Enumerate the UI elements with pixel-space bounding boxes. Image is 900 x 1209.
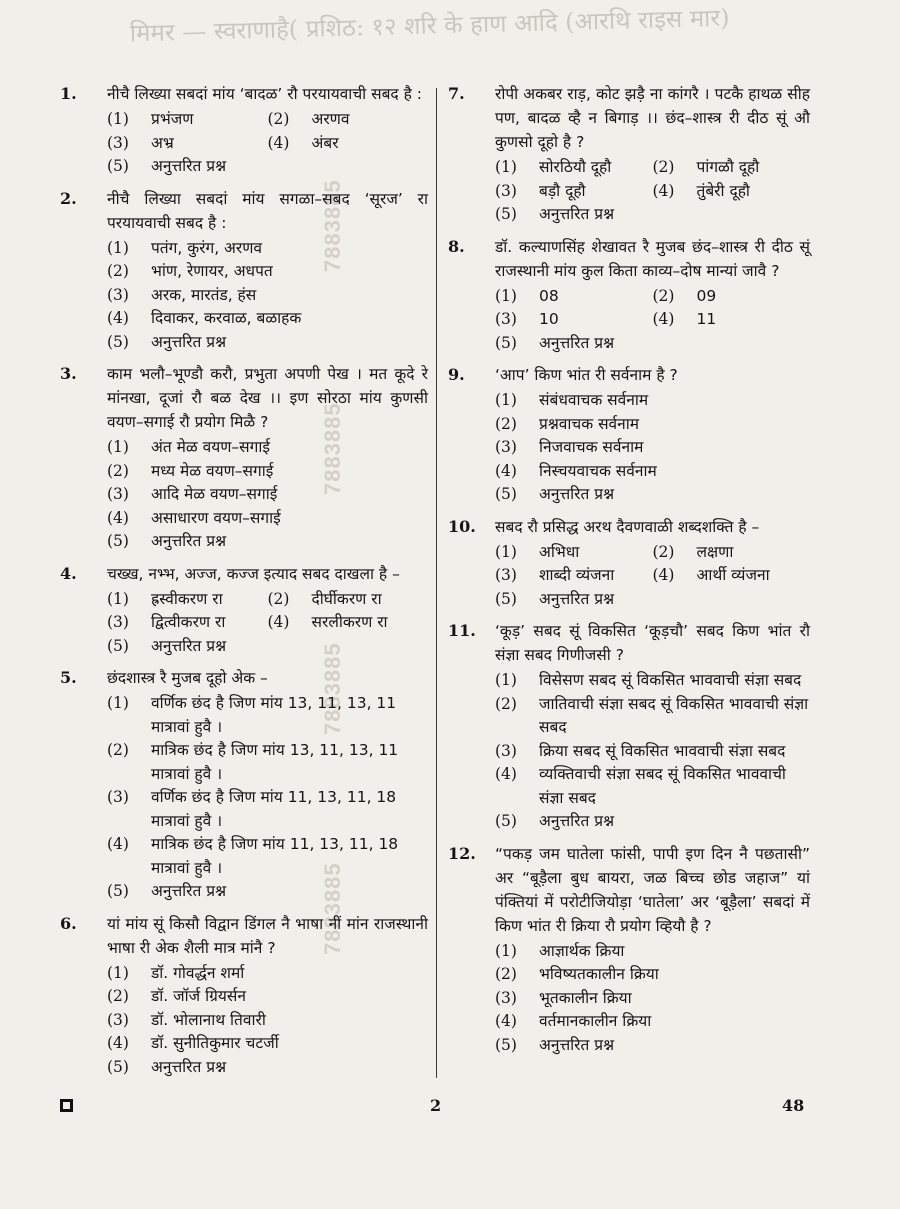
- answer-option: [107, 284, 428, 308]
- option-text: आदि मेळ वयण–सगाई: [151, 485, 278, 503]
- question-item: [448, 619, 810, 834]
- answer-option: [653, 180, 811, 204]
- answer-option: [653, 308, 811, 332]
- answer-option: [495, 693, 810, 740]
- option-text: ह्रस्वीकरण रा: [151, 589, 223, 608]
- option-number: (1): [107, 589, 129, 608]
- option-text: अनुत्तरित प्रश्न: [539, 1035, 615, 1054]
- option-number: (2): [107, 461, 129, 480]
- option-number: (2): [267, 589, 290, 608]
- option-number: (2): [652, 158, 675, 176]
- answer-option: [495, 1034, 810, 1058]
- option-row: [495, 308, 810, 332]
- question-item: [448, 363, 810, 507]
- question-number: 11.: [448, 621, 476, 640]
- question-text: नीचै लिख्या सबदां मांय ‘बादळ’ रौ परयायवाची सबद है :: [107, 85, 422, 103]
- option-text: व्यक्तिवाची संज्ञा सबद सूं विकसित भाववाची संज्ञा सबद: [539, 765, 786, 807]
- option-number: (4): [267, 613, 290, 631]
- question-text: रोपी अकबर राड़, कोट झड़ै ना कांगरै । पटकै हाथळ सीह पण, बादळ व्है न बिगाड़ ।। छंद–शास्त्र री दीठ सूं औ कुणसो दूहो है ?: [495, 85, 810, 151]
- answer-option: [495, 963, 810, 987]
- answer-option: [107, 331, 428, 355]
- answer-option: [495, 940, 810, 964]
- option-text: मात्रिक छंद है जिण मांय 13, 11, 13, 11 मात्रावां हुवै ।: [151, 741, 399, 783]
- option-number: (4): [267, 133, 290, 152]
- answer-option: [495, 810, 810, 834]
- option-text: शाब्दी व्यंजना: [539, 566, 615, 584]
- option-number: (4): [107, 835, 129, 853]
- answer-option: [495, 436, 810, 460]
- question-item: [60, 362, 428, 554]
- option-list: [107, 588, 428, 659]
- option-number: (5): [107, 636, 129, 655]
- header-handwriting: मिमर — स्वराणाहै( प्रशिठ: १२ शरि के हाण आदि (आरथि राइस मार): [129, 3, 730, 48]
- option-text: प्रभंजण: [151, 110, 194, 128]
- option-number: (4): [652, 181, 675, 200]
- option-number: (3): [107, 613, 129, 631]
- answer-option: [495, 1010, 810, 1034]
- option-text: डॉ. भोलानाथ तिवारी: [151, 1010, 266, 1029]
- option-number: (1): [107, 963, 129, 982]
- option-number: (1): [495, 542, 517, 561]
- option-number: (2): [267, 110, 290, 128]
- question-number: 5.: [60, 668, 77, 687]
- option-number: (4): [652, 566, 675, 584]
- answer-option: [653, 156, 811, 180]
- option-number: (4): [107, 508, 129, 527]
- question-number: 8.: [448, 236, 465, 256]
- option-text: अनुत्तरित प्रश्न: [539, 485, 615, 503]
- question-text: डॉ. कल्याणसिंह शेखावत रै मुजब छंद–शास्त्र री दीठ सूं राजस्थानी मांय कुल किता काव्य–दोष मान्यां जावै ?: [495, 237, 810, 280]
- question-item: [60, 562, 428, 659]
- question-number: 6.: [60, 913, 77, 933]
- watermark-2: 7883885: [320, 402, 345, 495]
- question-text: सबद रौ प्रसिद्ध अरथ दैवणवाळी शब्दशक्ति है –: [495, 517, 760, 536]
- option-number: (5): [495, 812, 517, 830]
- option-row: [495, 180, 810, 204]
- question-number: 12.: [448, 843, 476, 863]
- page-corner-marker: [60, 1099, 73, 1112]
- option-number: (5): [107, 157, 129, 175]
- question-number: 2.: [60, 188, 77, 208]
- option-list: [495, 285, 810, 356]
- option-number: (3): [107, 285, 129, 304]
- option-text: अनुत्तरित प्रश्न: [539, 589, 615, 608]
- option-text: बड़ौ दूहौ: [539, 181, 586, 200]
- option-number: (1): [495, 671, 517, 689]
- option-list: [495, 940, 810, 1058]
- answer-option: [107, 880, 428, 904]
- option-number: (2): [495, 965, 517, 983]
- option-number: (2): [495, 694, 517, 713]
- option-number: (3): [495, 438, 517, 456]
- option-text: अनुत्तरित प्रश्न: [539, 812, 615, 830]
- answer-option: [495, 389, 810, 413]
- option-text: अनुत्तरित प्रश्न: [151, 532, 227, 550]
- answer-option: [107, 786, 428, 833]
- answer-option: [107, 635, 428, 659]
- option-text: 09: [696, 286, 717, 305]
- option-text: प्रश्नवाचक सर्वनाम: [539, 414, 640, 433]
- answer-option: [107, 1056, 428, 1080]
- option-number: (4): [495, 461, 517, 480]
- question-text: यां मांय सूं किसौ विद्वान डिंगल नै भाषा नीं मांन राजस्थानी भाषा री अेक शैली मात्र मांनै ?: [107, 914, 428, 957]
- watermark-1: 7883885: [320, 179, 345, 272]
- option-number: (2): [107, 987, 129, 1005]
- option-text: अरणव: [311, 110, 350, 128]
- option-number: (2): [652, 542, 675, 561]
- answer-option: [495, 483, 810, 507]
- option-number: (3): [107, 485, 129, 503]
- column-divider: [436, 88, 437, 1078]
- option-text: सोरठियौ दूहौ: [539, 158, 612, 176]
- option-text: अनुत्तरित प्रश्न: [151, 882, 227, 900]
- answer-option: [107, 962, 428, 986]
- option-number: (1): [495, 286, 517, 305]
- option-text: निजवाचक सर्वनाम: [539, 438, 644, 456]
- option-row: [107, 611, 428, 635]
- option-text: अनुत्तरित प्रश्न: [151, 157, 227, 175]
- option-text: सरलीकरण रा: [311, 613, 388, 631]
- option-text: लक्षणा: [696, 542, 734, 561]
- option-text: असाधारण वयण–सगाई: [151, 508, 281, 527]
- option-number: (5): [495, 589, 517, 608]
- option-text: दीर्घीकरण रा: [311, 589, 382, 608]
- option-number: (3): [495, 741, 517, 760]
- answer-option: [495, 763, 810, 810]
- option-number: (5): [107, 1057, 129, 1076]
- answer-option: [495, 413, 810, 437]
- option-text: वर्णिक छंद है जिण मांय 11, 13, 11, 18 मात्रावां हुवै ।: [151, 788, 397, 830]
- option-number: (4): [107, 309, 129, 327]
- question-item: [448, 842, 810, 1058]
- option-number: (3): [107, 133, 129, 152]
- answer-option: [107, 739, 428, 786]
- option-text: डॉ. गोवर्द्धन शर्मा: [151, 963, 245, 982]
- question-number: 7.: [448, 84, 465, 103]
- option-number: (5): [495, 205, 517, 223]
- answer-option: [107, 155, 428, 179]
- option-row: [495, 564, 810, 588]
- answer-option: [495, 740, 810, 764]
- option-text: भविष्यतकालीन क्रिया: [539, 965, 659, 983]
- question-item: [448, 515, 810, 612]
- option-text: आर्थी व्यंजना: [696, 566, 770, 584]
- answer-option: [495, 541, 653, 565]
- question-number: 1.: [60, 84, 77, 103]
- question-text: ‘कूड़’ सबद सूं विकसित ‘कूड़चौ’ सबद किण भांत रौ संज्ञा सबद गिणीजसी ?: [495, 622, 810, 664]
- option-number: (4): [495, 1012, 517, 1030]
- watermark-4: 7883885: [320, 862, 345, 955]
- question-item: [60, 82, 428, 179]
- option-text: डॉ. सुनीतिकुमार चटर्जी: [151, 1034, 279, 1052]
- answer-option: [107, 1009, 428, 1033]
- answer-option: [107, 108, 268, 132]
- question-text: चख्ख, नभ्भ, अज्ज, कज्ज इत्याद सबद दाखला है –: [107, 564, 400, 583]
- question-text: काम भलौ–भूण्डौ करौ, प्रभुता अपणी पेख । मत कूदे रे मांनखा, दूजां रौ बळ देख ।। इण सोरठा मांय कुणसी वयण–सगाई रौ प्रयोग मिळै ?: [107, 365, 428, 431]
- answer-option: [107, 460, 428, 484]
- answer-option: [107, 507, 428, 531]
- option-list: [107, 436, 428, 554]
- option-list: [495, 389, 810, 507]
- option-number: (1): [495, 391, 517, 409]
- option-text: वर्तमानकालीन क्रिया: [539, 1012, 652, 1030]
- option-number: (3): [495, 310, 517, 328]
- option-list: [495, 541, 810, 612]
- option-number: (1): [107, 438, 129, 456]
- answer-option: [107, 237, 428, 261]
- option-text: अभ्र: [151, 133, 174, 152]
- question-text: नीचै लिख्या सबदां मांय सगळा–सबद ‘सूरज’ रा परयायवाची सबद है :: [107, 189, 428, 232]
- option-number: (5): [107, 882, 129, 900]
- answer-option: [495, 203, 810, 227]
- option-text: क्रिया सबद सूं विकसित भाववाची संज्ञा सबद: [539, 741, 786, 760]
- question-number: 3.: [60, 364, 77, 383]
- option-number: (4): [495, 765, 517, 783]
- question-text: ‘आप’ किण भांत री सर्वनाम है ?: [495, 366, 678, 384]
- option-number: (1): [495, 941, 517, 960]
- option-number: (5): [107, 332, 129, 351]
- question-item: [60, 187, 428, 355]
- option-text: भूतकालीन क्रिया: [539, 988, 632, 1007]
- option-text: अनुत्तरित प्रश्न: [539, 205, 615, 223]
- option-list: [107, 108, 428, 179]
- answer-option: [495, 987, 810, 1011]
- option-number: (2): [652, 286, 675, 305]
- answer-option: [107, 985, 428, 1009]
- option-text: आज्ञार्थक क्रिया: [539, 941, 625, 960]
- answer-option: [653, 285, 811, 309]
- option-number: (4): [107, 1034, 129, 1052]
- option-list: [107, 237, 428, 355]
- option-row: [107, 108, 428, 132]
- option-text: मध्य मेळ वयण–सगाई: [151, 461, 274, 480]
- answer-option: [107, 611, 268, 635]
- answer-option: [495, 588, 810, 612]
- option-text: पांगळौ दूहौ: [696, 158, 760, 176]
- option-text: 11: [696, 310, 717, 328]
- page-number-center: 2: [430, 1096, 442, 1115]
- answer-option: [107, 483, 428, 507]
- question-text: छंदशास्त्र रै मुजब दूहो अेक –: [107, 669, 268, 687]
- answer-option: [268, 108, 429, 132]
- question-number: 10.: [448, 516, 476, 536]
- option-row: [107, 132, 428, 156]
- option-text: अरक, मारतंड, हंस: [151, 285, 257, 304]
- option-text: दिवाकर, करवाळ, बळाहक: [151, 309, 302, 327]
- option-text: अनुत्तरित प्रश्न: [151, 1057, 227, 1076]
- page-number-right: 48: [782, 1096, 805, 1115]
- option-text: 10: [539, 310, 559, 328]
- option-text: अभिधा: [539, 542, 580, 561]
- answer-option: [268, 132, 429, 156]
- answer-option: [653, 564, 811, 588]
- answer-option: [495, 156, 653, 180]
- option-text: डॉ. जॉर्ज ग्रियर्सन: [151, 987, 246, 1005]
- option-number: (5): [495, 485, 517, 503]
- option-list: [495, 669, 810, 834]
- answer-option: [495, 564, 653, 588]
- option-row: [495, 285, 810, 309]
- option-text: विसेसण सबद सूं विकसित भाववाची संज्ञा सबद: [539, 671, 802, 689]
- answer-option: [495, 460, 810, 484]
- answer-option: [653, 541, 811, 565]
- option-text: पतंग, कुरंग, अरणव: [151, 238, 263, 257]
- answer-option: [107, 132, 268, 156]
- option-number: (5): [107, 532, 129, 550]
- question-number: 4.: [60, 563, 77, 583]
- option-text: तुंबेरी दूहौ: [696, 181, 750, 200]
- answer-option: [107, 1032, 428, 1056]
- question-text: “पकड़ जम घातेला फांसी, पापी इण दिन नै पछतासी” अर “बूड़ैला बुध बायरा, जळ बिच्च छोड जहाज” यां पंक्तियां में परोटीजियोड़ा ‘घातेला’ अर ‘बूड़ैला’ सबदां में किण भांत री क्रिया रौ प्रयोग व्हियौ है ?: [495, 844, 810, 935]
- option-number: (1): [495, 158, 517, 176]
- left-column: [60, 82, 428, 1087]
- option-text: अंत मेळ वयण–सगाई: [151, 438, 270, 456]
- option-text: अनुत्तरित प्रश्न: [151, 636, 227, 655]
- option-text: निस्चयवाचक सर्वनाम: [539, 461, 657, 480]
- option-list: [107, 692, 428, 904]
- answer-option: [495, 285, 653, 309]
- option-number: (3): [107, 788, 129, 806]
- option-text: अनुत्तरित प्रश्न: [151, 332, 227, 351]
- option-number: (3): [495, 181, 517, 200]
- answer-option: [107, 307, 428, 331]
- option-number: (2): [107, 262, 129, 280]
- question-item: [448, 82, 810, 227]
- option-row: [495, 541, 810, 565]
- watermark-3: 7883885: [320, 642, 345, 735]
- answer-option: [268, 588, 429, 612]
- right-column: [448, 82, 810, 1065]
- option-number: (1): [107, 694, 129, 712]
- option-number: (2): [495, 414, 517, 433]
- answer-option: [107, 260, 428, 284]
- answer-option: [495, 308, 653, 332]
- answer-option: [107, 692, 428, 739]
- answer-option: [107, 588, 268, 612]
- option-text: मात्रिक छंद है जिण मांय 11, 13, 11, 18 मात्रावां हुवै ।: [151, 835, 399, 877]
- option-number: (2): [107, 741, 129, 759]
- option-text: अंबर: [311, 133, 339, 152]
- answer-option: [107, 530, 428, 554]
- option-text: अनुत्तरित प्रश्न: [539, 333, 615, 352]
- option-text: जातिवाची संज्ञा सबद सूं विकसित भाववाची संज्ञा सबद: [539, 694, 809, 736]
- question-number: 9.: [448, 365, 465, 384]
- answer-option: [495, 669, 810, 693]
- answer-option: [495, 332, 810, 356]
- option-text: द्वित्वीकरण रा: [151, 613, 226, 631]
- answer-option: [107, 833, 428, 880]
- option-number: (4): [652, 310, 675, 328]
- option-number: (3): [495, 988, 517, 1007]
- option-text: भांण, रेणायर, अधपत: [151, 262, 273, 280]
- option-row: [495, 156, 810, 180]
- answer-option: [268, 611, 429, 635]
- option-number: (1): [107, 110, 129, 128]
- option-number: (5): [495, 1035, 517, 1054]
- option-list: [495, 156, 810, 227]
- answer-option: [495, 180, 653, 204]
- option-number: (3): [107, 1010, 129, 1029]
- option-number: (1): [107, 238, 129, 257]
- option-number: (3): [495, 566, 517, 584]
- question-item: [448, 235, 810, 356]
- question-item: [60, 912, 428, 1080]
- option-row: [107, 588, 428, 612]
- option-text: वर्णिक छंद है जिण मांय 13, 11, 13, 11 मात्रावां हुवै ।: [151, 694, 397, 736]
- option-list: [107, 962, 428, 1080]
- option-text: 08: [539, 286, 559, 305]
- option-number: (5): [495, 333, 517, 352]
- answer-option: [107, 436, 428, 460]
- option-text: संबंधवाचक सर्वनाम: [539, 391, 649, 409]
- question-item: [60, 666, 428, 904]
